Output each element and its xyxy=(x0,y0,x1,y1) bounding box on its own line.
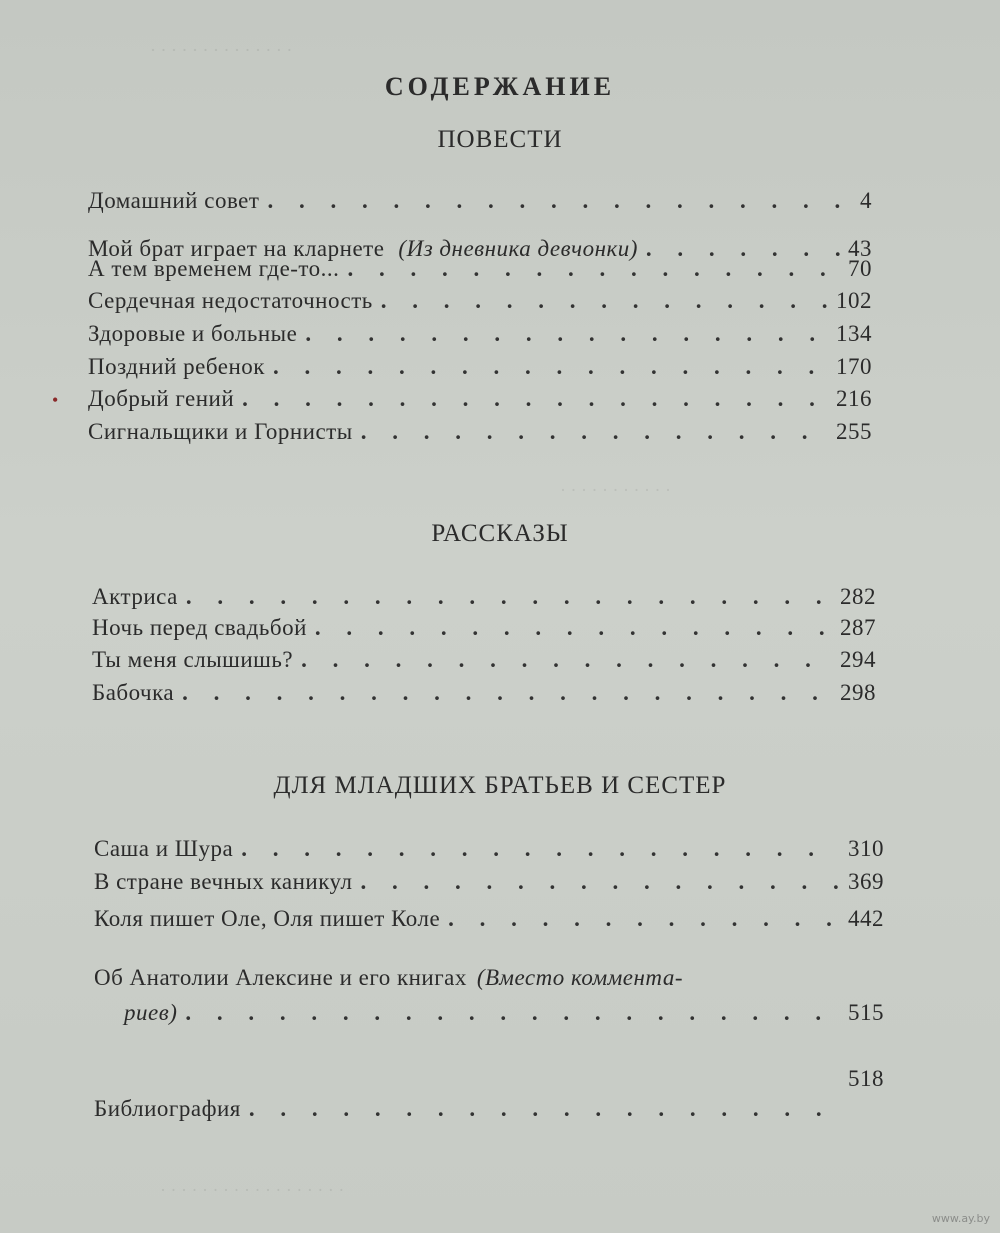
leader-dots xyxy=(361,419,828,445)
red-dot-mark: • xyxy=(52,390,59,410)
entry-page: 102 xyxy=(836,288,872,313)
leader-dots xyxy=(381,288,828,314)
entry-title: Бабочка xyxy=(92,680,175,705)
toc-entry xyxy=(92,584,876,616)
entry-title: Добрый гений xyxy=(88,386,235,411)
entry-title: В стране вечных каникул xyxy=(94,869,353,894)
entry-page: 70 xyxy=(848,256,872,281)
leader-dots xyxy=(241,836,840,862)
entry-title: Саша и Шура xyxy=(94,836,234,861)
entry-title: Сигнальщики и Горнисты xyxy=(88,419,353,444)
leader-dots xyxy=(273,354,828,380)
toc-entry xyxy=(88,256,872,288)
entry-page: 43 xyxy=(848,236,872,261)
toc-entry xyxy=(92,680,876,712)
toc-entry xyxy=(88,354,872,386)
toc-entry xyxy=(88,288,872,320)
section-heading: ДЛЯ МЛАДШИХ БРАТЬЕВ И СЕСТЕР xyxy=(273,772,727,799)
toc-entry xyxy=(94,906,884,938)
leader-dots xyxy=(315,615,832,641)
entry-page: 282 xyxy=(840,584,876,609)
entry-page: 4 xyxy=(860,188,872,213)
leader-dots xyxy=(448,906,840,932)
entry-title: Об Анатолии Алексине и его книгах xyxy=(94,965,467,990)
entry-page: 310 xyxy=(848,836,884,861)
toc-entry xyxy=(88,386,872,418)
leader-dots xyxy=(185,1000,840,1026)
leader-dots xyxy=(242,386,828,412)
entry-subtitle: (Из дневника девчонки) xyxy=(398,236,638,261)
toc-entry xyxy=(94,1066,884,1128)
entry-title: Мой брат играет на кларнете xyxy=(88,236,385,261)
section-heading: РАССКАЗЫ xyxy=(431,520,569,547)
entry-title: А тем временем где-то... xyxy=(88,256,340,281)
leader-dots xyxy=(347,256,840,282)
entry-page: 298 xyxy=(840,680,876,705)
entry-title: Сердечная недостаточность xyxy=(88,288,373,313)
toc-entry xyxy=(88,419,872,451)
entry-title: Поздний ребенок xyxy=(88,354,265,379)
entry-subtitle: риев) xyxy=(124,1000,178,1025)
bleed-through-text: · · · · · · · · · · · · · · xyxy=(150,40,293,60)
leader-dots xyxy=(186,584,832,610)
entry-title: Коля пишет Оле, Оля пишет Коле xyxy=(94,906,441,931)
bleed-through-text: · · · · · · · · · · · xyxy=(560,480,671,500)
watermark: www.ay.by xyxy=(931,1212,990,1225)
leader-dots xyxy=(361,869,840,895)
entry-page: 294 xyxy=(840,647,876,672)
leader-dots xyxy=(182,680,832,706)
entry-page: 518 xyxy=(848,1066,884,1091)
toc-entry xyxy=(92,647,876,679)
entry-page: 369 xyxy=(848,869,884,894)
toc-entry-about-line1 xyxy=(94,965,884,997)
leader-dots xyxy=(305,321,828,347)
entry-page: 287 xyxy=(840,615,876,640)
entry-page: 515 xyxy=(848,1000,884,1025)
toc-entry xyxy=(94,836,884,868)
leader-dots xyxy=(249,1096,840,1122)
entry-title: Здоровые и больные xyxy=(88,321,298,346)
toc-entry xyxy=(88,321,872,353)
entry-title: Домашний совет xyxy=(88,188,260,213)
bleed-through-text: · · · · · · · · · · · · · · · · · · xyxy=(160,1180,345,1200)
entry-page: 442 xyxy=(848,906,884,931)
page-title: СОДЕРЖАНИЕ xyxy=(384,72,616,101)
entry-page: 134 xyxy=(836,321,872,346)
toc-entry xyxy=(88,188,872,220)
entry-title: Ты меня слышишь? xyxy=(92,647,294,672)
entry-title: Библиография xyxy=(94,1096,241,1121)
toc-entry xyxy=(94,869,884,901)
leader-dots xyxy=(301,647,832,673)
section-heading: ПОВЕСТИ xyxy=(437,126,563,153)
entry-page: 255 xyxy=(836,419,872,444)
entry-subtitle: (Вместо коммента- xyxy=(476,965,683,990)
toc-entry xyxy=(92,615,876,647)
entry-title: Актриса xyxy=(92,584,178,609)
entry-page: 170 xyxy=(836,354,872,379)
entry-title: Ночь перед свадьбой xyxy=(92,615,307,640)
toc-entry-about-line2 xyxy=(94,1000,884,1032)
entry-page: 216 xyxy=(836,386,872,411)
leader-dots xyxy=(267,188,852,214)
